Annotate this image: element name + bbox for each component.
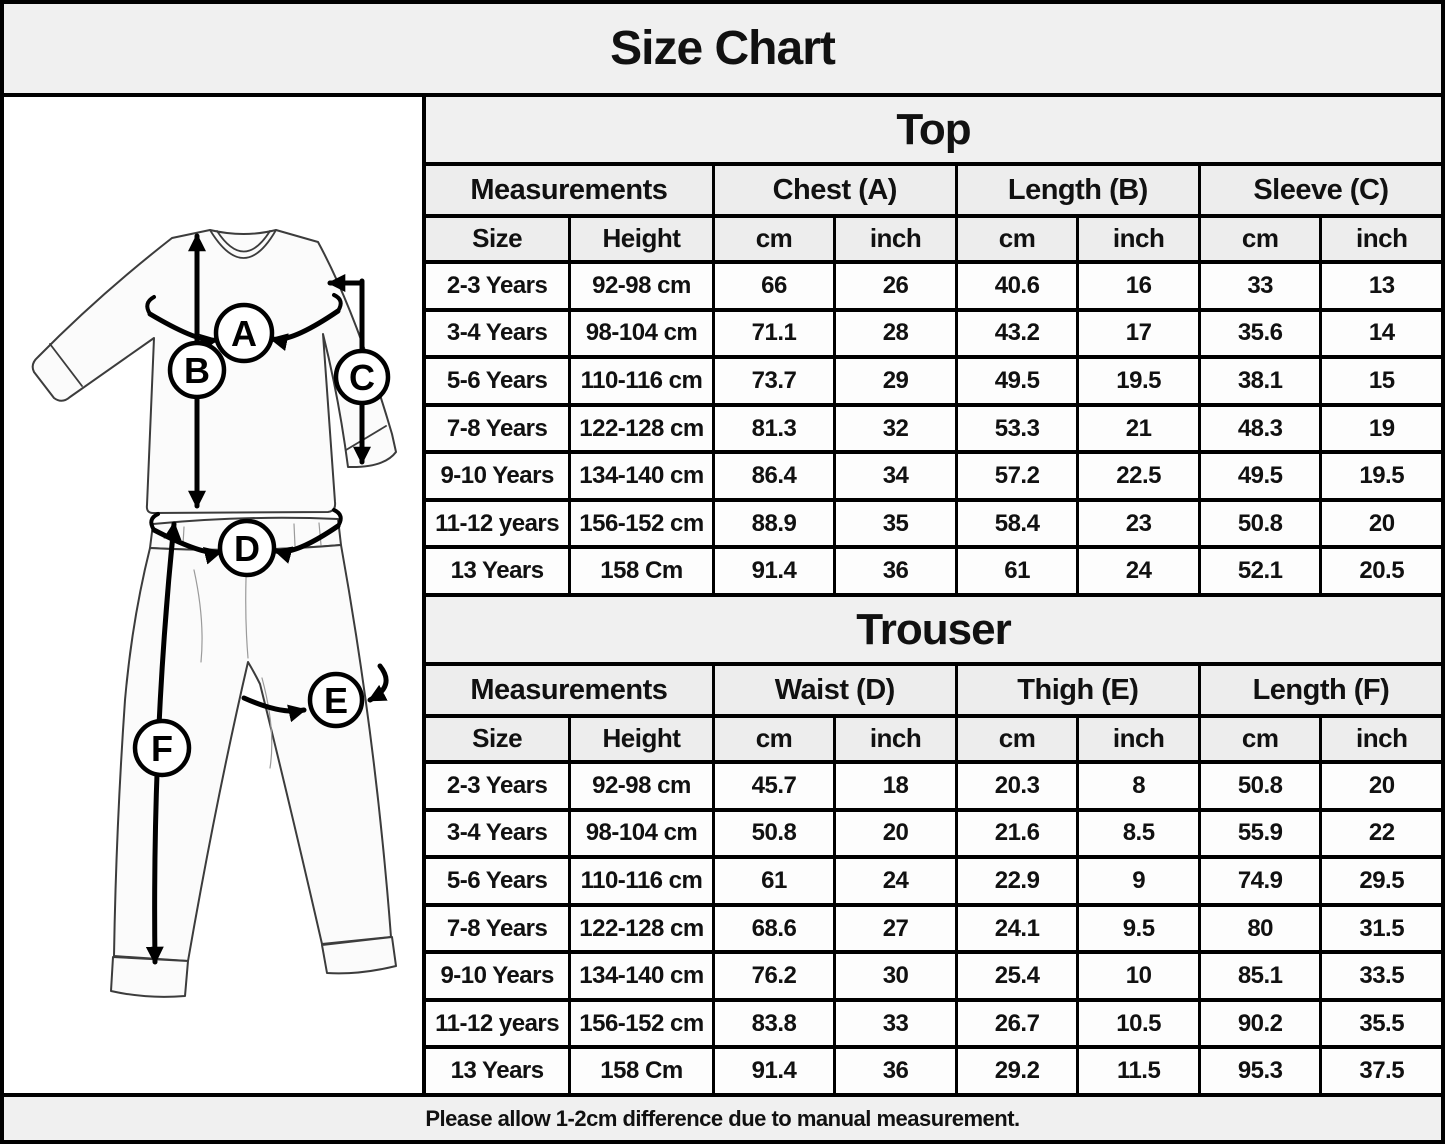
value-cell: 45.7: [715, 764, 834, 808]
value-cell: 32: [836, 407, 955, 451]
value-cell: 134-140 cm: [571, 954, 711, 998]
value-cell: 20: [1322, 764, 1441, 808]
size-cell: 3-4 Years: [426, 812, 568, 856]
value-cell: 91.4: [715, 549, 834, 593]
column-group-header: Sleeve (C): [1201, 166, 1441, 213]
value-cell: 61: [715, 859, 834, 903]
value-cell: 22: [1322, 812, 1441, 856]
label-c: [336, 351, 388, 403]
label-b-letter: B: [184, 350, 210, 391]
column-group-header: Length (F): [1201, 666, 1441, 713]
value-cell: 50.8: [715, 812, 834, 856]
size-cell: 13 Years: [426, 549, 568, 593]
column-header: inch: [1322, 218, 1441, 260]
value-cell: 24: [1079, 549, 1198, 593]
value-cell: 29: [836, 359, 955, 403]
column-header: inch: [836, 218, 955, 260]
size-cell: 9-10 Years: [426, 454, 568, 498]
value-cell: 28: [836, 312, 955, 356]
value-cell: 58.4: [958, 502, 1077, 546]
value-cell: 81.3: [715, 407, 834, 451]
value-cell: 88.9: [715, 502, 834, 546]
value-cell: 68.6: [715, 907, 834, 951]
column-header: Size: [426, 718, 568, 760]
thigh-measure-arrow-right: [370, 666, 386, 700]
value-cell: 110-116 cm: [571, 359, 711, 403]
table-title: Trouser: [426, 597, 1441, 662]
size-cell: 13 Years: [426, 1049, 568, 1093]
value-cell: 43.2: [958, 312, 1077, 356]
value-cell: 37.5: [1322, 1049, 1441, 1093]
label-e-letter: E: [323, 680, 349, 721]
column-header: inch: [1079, 718, 1198, 760]
value-cell: 74.9: [1201, 859, 1320, 903]
value-cell: 27: [836, 907, 955, 951]
value-cell: 110-116 cm: [571, 859, 711, 903]
value-cell: 10: [1079, 954, 1198, 998]
size-cell: 7-8 Years: [426, 907, 568, 951]
value-cell: 48.3: [1201, 407, 1320, 451]
label-f-letter: F: [151, 728, 173, 769]
value-cell: 11.5: [1079, 1049, 1198, 1093]
size-table-top: [426, 97, 1441, 593]
value-cell: 49.5: [958, 359, 1077, 403]
value-cell: 98-104 cm: [571, 312, 711, 356]
value-cell: 18: [836, 764, 955, 808]
column-header: cm: [958, 218, 1077, 260]
value-cell: 35: [836, 502, 955, 546]
size-cell: 11-12 years: [426, 502, 568, 546]
value-cell: 10.5: [1079, 1002, 1198, 1046]
size-cell: 11-12 years: [426, 1002, 568, 1046]
value-cell: 33: [1201, 264, 1320, 308]
content-area: [4, 97, 1441, 1093]
value-cell: 9: [1079, 859, 1198, 903]
value-cell: 24: [836, 859, 955, 903]
value-cell: 20.5: [1322, 549, 1441, 593]
value-cell: 76.2: [715, 954, 834, 998]
label-b: [170, 343, 224, 397]
value-cell: 31.5: [1322, 907, 1441, 951]
value-cell: 73.7: [715, 359, 834, 403]
page-title: Size Chart: [4, 4, 1441, 97]
value-cell: 33.5: [1322, 954, 1441, 998]
column-header: Height: [571, 718, 711, 760]
value-cell: 40.6: [958, 264, 1077, 308]
value-cell: 52.1: [1201, 549, 1320, 593]
column-group-header: Waist (D): [715, 666, 955, 713]
value-cell: 49.5: [1201, 454, 1320, 498]
value-cell: 122-128 cm: [571, 907, 711, 951]
column-header: inch: [1322, 718, 1441, 760]
value-cell: 95.3: [1201, 1049, 1320, 1093]
value-cell: 50.8: [1201, 764, 1320, 808]
value-cell: 19: [1322, 407, 1441, 451]
value-cell: 98-104 cm: [571, 812, 711, 856]
value-cell: 23: [1079, 502, 1198, 546]
value-cell: 14: [1322, 312, 1441, 356]
column-header: cm: [715, 218, 834, 260]
column-header: cm: [958, 718, 1077, 760]
value-cell: 53.3: [958, 407, 1077, 451]
size-cell: 7-8 Years: [426, 407, 568, 451]
value-cell: 36: [836, 1049, 955, 1093]
value-cell: 61: [958, 549, 1077, 593]
value-cell: 158 Cm: [571, 549, 711, 593]
column-header: cm: [1201, 718, 1320, 760]
label-a: [216, 305, 272, 361]
value-cell: 36: [836, 549, 955, 593]
value-cell: 30: [836, 954, 955, 998]
value-cell: 21.6: [958, 812, 1077, 856]
size-cell: 5-6 Years: [426, 359, 568, 403]
column-header: cm: [715, 718, 834, 760]
column-group-header: Measurements: [426, 166, 712, 213]
value-cell: 156-152 cm: [571, 502, 711, 546]
column-group-header: Thigh (E): [958, 666, 1198, 713]
value-cell: 24.1: [958, 907, 1077, 951]
column-group-header: Chest (A): [715, 166, 955, 213]
value-cell: 15: [1322, 359, 1441, 403]
column-header: Height: [571, 218, 711, 260]
value-cell: 38.1: [1201, 359, 1320, 403]
value-cell: 85.1: [1201, 954, 1320, 998]
value-cell: 91.4: [715, 1049, 834, 1093]
value-cell: 8.5: [1079, 812, 1198, 856]
size-cell: 2-3 Years: [426, 764, 568, 808]
value-cell: 26: [836, 264, 955, 308]
value-cell: 57.2: [958, 454, 1077, 498]
value-cell: 16: [1079, 264, 1198, 308]
footer-note: Please allow 1-2cm difference due to manual measurement.: [4, 1093, 1441, 1140]
label-f: [135, 721, 189, 775]
column-header: Size: [426, 218, 568, 260]
size-cell: 5-6 Years: [426, 859, 568, 903]
value-cell: 71.1: [715, 312, 834, 356]
value-cell: 83.8: [715, 1002, 834, 1046]
value-cell: 22.9: [958, 859, 1077, 903]
value-cell: 20.3: [958, 764, 1077, 808]
value-cell: 35.6: [1201, 312, 1320, 356]
value-cell: 20: [1322, 502, 1441, 546]
size-tables-panel: [422, 97, 1441, 1093]
value-cell: 21: [1079, 407, 1198, 451]
table-title: Top: [426, 97, 1441, 162]
value-cell: 20: [836, 812, 955, 856]
value-cell: 19.5: [1322, 454, 1441, 498]
size-cell: 2-3 Years: [426, 264, 568, 308]
pajama-measurement-diagram: [4, 97, 422, 1093]
value-cell: 25.4: [958, 954, 1077, 998]
value-cell: 35.5: [1322, 1002, 1441, 1046]
value-cell: 50.8: [1201, 502, 1320, 546]
size-cell: 9-10 Years: [426, 954, 568, 998]
value-cell: 156-152 cm: [571, 1002, 711, 1046]
value-cell: 158 Cm: [571, 1049, 711, 1093]
pajama-top-drawing: [33, 230, 396, 513]
value-cell: 34: [836, 454, 955, 498]
label-d-letter: D: [234, 528, 260, 569]
left-cuff-band: [111, 957, 188, 997]
column-header: inch: [836, 718, 955, 760]
value-cell: 66: [715, 264, 834, 308]
pajama-diagram-panel: [4, 97, 422, 1093]
value-cell: 86.4: [715, 454, 834, 498]
column-header: cm: [1201, 218, 1320, 260]
value-cell: 29.2: [958, 1049, 1077, 1093]
label-e: [310, 674, 362, 726]
value-cell: 9.5: [1079, 907, 1198, 951]
column-header: inch: [1079, 218, 1198, 260]
value-cell: 33: [836, 1002, 955, 1046]
value-cell: 122-128 cm: [571, 407, 711, 451]
value-cell: 90.2: [1201, 1002, 1320, 1046]
value-cell: 55.9: [1201, 812, 1320, 856]
value-cell: 92-98 cm: [571, 264, 711, 308]
label-d: [220, 521, 274, 575]
value-cell: 26.7: [958, 1002, 1077, 1046]
value-cell: 19.5: [1079, 359, 1198, 403]
label-a-letter: A: [231, 313, 257, 354]
value-cell: 80: [1201, 907, 1320, 951]
value-cell: 22.5: [1079, 454, 1198, 498]
pajama-trouser-drawing: [111, 510, 396, 997]
value-cell: 13: [1322, 264, 1441, 308]
label-c-letter: C: [349, 357, 375, 398]
value-cell: 134-140 cm: [571, 454, 711, 498]
size-cell: 3-4 Years: [426, 312, 568, 356]
value-cell: 92-98 cm: [571, 764, 711, 808]
size-table-trouser: [426, 597, 1441, 1093]
column-group-header: Measurements: [426, 666, 712, 713]
value-cell: 8: [1079, 764, 1198, 808]
column-group-header: Length (B): [958, 166, 1198, 213]
value-cell: 17: [1079, 312, 1198, 356]
value-cell: 29.5: [1322, 859, 1441, 903]
